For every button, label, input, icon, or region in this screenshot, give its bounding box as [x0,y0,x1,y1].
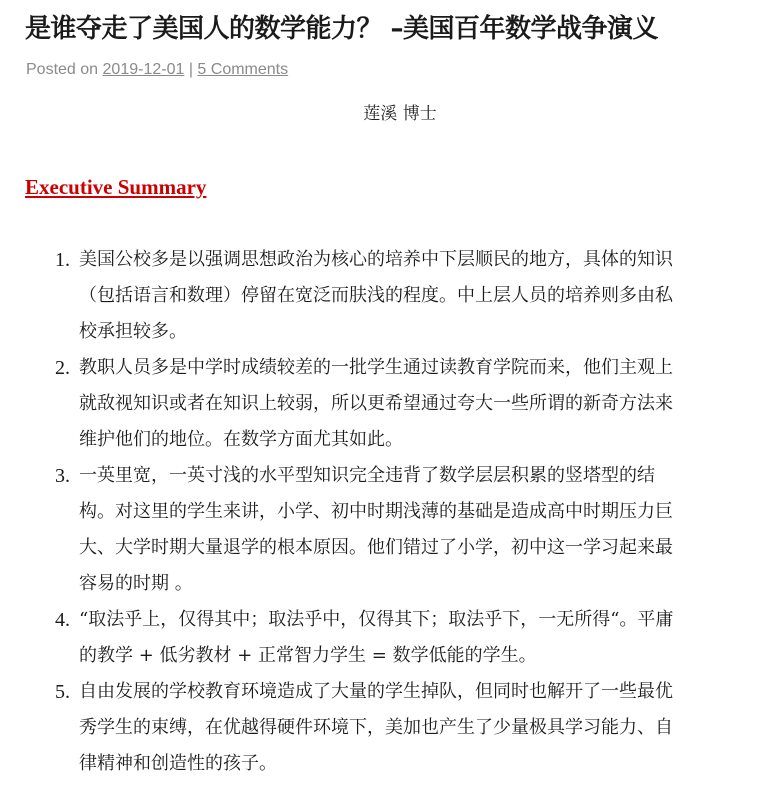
list-item-number: 2. [55,357,70,379]
post-meta [26,59,288,81]
list-item-number: 3. [55,465,70,487]
summary-list-item [0,350,784,458]
summary-list-item [0,242,784,350]
list-item-number: 4. [55,609,70,631]
post-date-link[interactable]: 2019-12-01 [102,61,185,78]
list-item-text-line: 构。对这里的学生来讲，小学、初中时期浅薄的基础是造成高中时期压力巨 [79,501,673,522]
list-item-text-line: “取法乎上，仅得其中；取法乎中，仅得其下；取法乎下，一无所得“。平庸 [79,609,674,630]
list-item-text-line: 秀学生的束缚，在优越得硬件环境下，美加也产生了少量极具学习能力、自 [79,717,673,738]
list-item-text-line: 校承担较多。 [79,321,187,342]
list-item-text-line: （包括语言和数理）停留在宽泛而肤浅的程度。中上层人员的培养则多由私 [79,285,673,306]
summary-list-item [0,602,784,674]
list-item-text-line: 美国公校多是以强调思想政治为核心的培养中下层顺民的地方，具体的知识 [79,249,673,270]
list-item-text-line: 律精神和创造性的孩子。 [79,753,277,774]
posted-on-label: Posted on [26,61,99,78]
list-item-number: 5. [55,681,70,703]
list-item-text-line: 一英里宽，一英寸浅的水平型知识完全违背了数学层层积累的竖塔型的结 [79,465,655,486]
meta-separator: | [188,61,193,78]
list-item-text-line: 的教学 + 低劣教材 + 正常智力学生 = 数学低能的学生。 [79,645,537,666]
summary-list [0,242,784,782]
list-item-number: 1. [55,249,70,271]
list-item-text-line: 容易的时期 。 [79,573,193,594]
list-item-text-line: 教职人员多是中学时成绩较差的一批学生通过读教育学院而来，他们主观上 [79,357,673,378]
list-item-text-line: 自由发展的学校教育环境造成了大量的学生掉队，但同时也解开了一些最优 [79,681,673,702]
comments-link[interactable]: 5 Comments [197,61,289,78]
summary-list-item [0,458,784,602]
list-item-text-line: 维护他们的地位。在数学方面尤其如此。 [79,429,403,450]
summary-list-item [0,674,784,782]
list-item-text-line: 就敌视知识或者在知识上较弱，所以更希望通过夸大一些所谓的新奇方法来 [79,393,673,414]
list-item-text-line: 大、大学时期大量退学的根本原因。他们错过了小学，初中这一学习起来最 [79,537,673,558]
executive-summary-heading: Executive Summary [25,175,207,199]
author-name: 莲溪 博士 [363,104,437,124]
post-title: 是谁夺走了美国人的数学能力？ –美国百年数学战争演义 [25,14,659,44]
